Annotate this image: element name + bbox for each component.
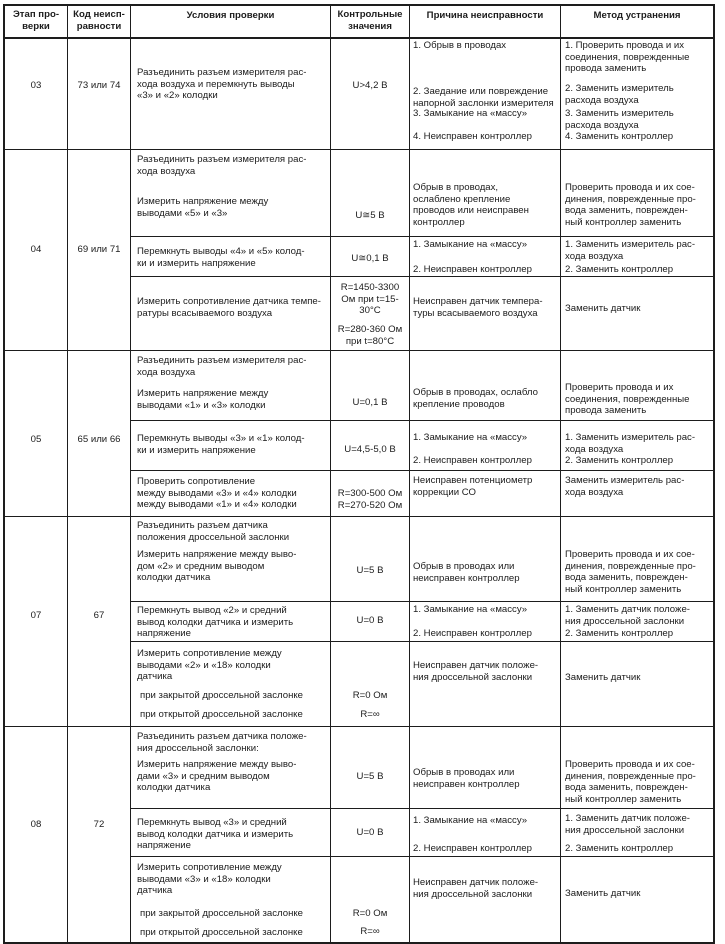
remedy: Проверить провода и их сое- динения, поврежденные про- вода заменить, поврежден- ный контроллер заменить xyxy=(565,759,696,805)
row-divider xyxy=(130,856,714,857)
fault-cause: Неисправен датчик темпера- туры всасываемого воздуха xyxy=(413,296,543,319)
remedy: Заменить датчик xyxy=(565,303,641,314)
check-condition: Перемкнуть выводы «4» и «5» колод- ки и измерить напряжение xyxy=(137,246,305,269)
row-divider xyxy=(130,601,714,602)
check-condition: Проверить сопротивление между выводами «3» и «4» колодки между выводами «1» и «4» колодки xyxy=(137,476,297,510)
column-divider xyxy=(560,4,561,944)
check-condition: Измерить сопротивление датчика темпе- ратуры всасываемого воздуха xyxy=(137,296,321,319)
row-divider xyxy=(130,420,714,421)
header-cause: Причина неисправности xyxy=(426,10,544,21)
fault-cause: Обрыв в проводах, ослаблено крепление проводов или неисправен контроллер xyxy=(413,182,529,228)
header-divider xyxy=(3,37,714,39)
control-value: R=280-360 Ом при t=80°С xyxy=(337,324,403,347)
remedy: 1. Заменить датчик положе- ния дроссельной заслонки xyxy=(565,813,690,836)
control-value: R=1450-3300 Ом при t=15- 30°С xyxy=(340,282,400,316)
row-divider xyxy=(130,470,714,471)
fault-code: 67 xyxy=(93,610,105,621)
stage-number: 04 xyxy=(30,244,42,255)
check-condition: Разъединить разъем измерителя рас- хода воздуха и перемкнуть выводы «3» и «2» колодки xyxy=(137,67,307,101)
stage-number: 05 xyxy=(30,434,42,445)
control-value: R=∞ xyxy=(360,709,380,720)
row-divider xyxy=(130,641,714,642)
check-condition: при открытой дроссельной заслонке xyxy=(140,927,303,938)
control-value: U>4,2 В xyxy=(352,80,388,91)
stage-divider xyxy=(3,350,714,351)
fault-code: 65 или 66 xyxy=(77,434,121,445)
fault-cause: Неисправен датчик положе- ния дроссельной заслонки xyxy=(413,877,539,900)
remedy: Заменить датчик xyxy=(565,672,641,683)
remedy: 3. Заменить измеритель расхода воздуха xyxy=(565,108,674,131)
header-stage: Этап про- верки xyxy=(12,9,60,32)
remedy: 4. Заменить контроллер xyxy=(565,131,674,142)
row-divider xyxy=(130,236,714,237)
check-condition: Перемкнуть выводы «3» и «1» колод- ки и измерить напряжение xyxy=(137,433,305,456)
table-border xyxy=(3,942,714,944)
control-value: U=0,1 В xyxy=(352,397,388,408)
remedy: Заменить измеритель рас- хода воздуха xyxy=(565,475,685,498)
fault-cause: 2. Неисправен контроллер xyxy=(413,455,532,466)
stage-number: 03 xyxy=(30,80,42,91)
remedy: Проверить провода и их сое- динения, поврежденные про- вода заменить, поврежден- ный контроллер заменить xyxy=(565,549,696,595)
fault-cause: 2. Заедание или повреждение напорной заслонки измерителя xyxy=(413,86,554,109)
table-border xyxy=(3,4,5,944)
fault-cause: Обрыв в проводах, ослабло крепление проводов xyxy=(413,387,538,410)
remedy: 2. Заменить контроллер xyxy=(565,455,674,466)
check-condition: Перемкнуть вывод «3» и средний вывод колодки датчика и измерить напряжение xyxy=(137,817,294,851)
control-value: R=270-520 Ом xyxy=(337,500,403,511)
check-condition: при открытой дроссельной заслонке xyxy=(140,709,303,720)
fault-cause: 2. Неисправен контроллер xyxy=(413,843,532,854)
table-border xyxy=(713,4,715,944)
fault-cause: 1. Замыкание на «массу» xyxy=(413,432,528,443)
header-remedy: Метод устранения xyxy=(593,10,681,21)
remedy: Проверить провода и их соединения, поврежденные провода заменить xyxy=(565,382,690,416)
check-condition: Разъединить разъем датчика положения дроссельной заслонки xyxy=(137,520,290,543)
stage-divider xyxy=(3,149,714,150)
control-value: U=4,5-5,0 В xyxy=(344,444,396,455)
remedy: Проверить провода и их сое- динения, поврежденные про- вода заменить, поврежден- ный контроллер заменить xyxy=(565,182,696,228)
fault-code: 72 xyxy=(93,819,105,830)
header-conditions: Условия проверки xyxy=(186,10,275,21)
control-value: U≅0,1 В xyxy=(351,253,389,264)
control-value: R=300-500 Ом xyxy=(337,488,403,499)
check-condition: Разъединить разъем измерителя рас- хода воздуха xyxy=(137,154,307,177)
column-divider xyxy=(330,4,331,944)
check-condition: Перемкнуть вывод «2» и средний вывод колодки датчика и измерить напряжение xyxy=(137,605,294,639)
check-condition: Измерить напряжение между выво- дом «2» и средним выводом колодки датчика xyxy=(137,549,297,583)
check-condition: Разъединить разъем датчика положе- ния дроссельной заслонки: xyxy=(137,731,307,754)
control-value: R=0 Ом xyxy=(352,908,388,919)
remedy: 2. Заменить контроллер xyxy=(565,264,674,275)
remedy: 1. Проверить провода и их соединения, поврежденные провода заменить xyxy=(565,40,690,74)
row-divider xyxy=(130,276,714,277)
fault-cause: 1. Обрыв в проводах xyxy=(413,40,507,51)
control-value: U≅5 В xyxy=(355,210,385,221)
remedy: Заменить датчик xyxy=(565,888,641,899)
fault-cause: 1. Замыкание на «массу» xyxy=(413,815,528,826)
stage-number: 07 xyxy=(30,610,42,621)
check-condition: Измерить сопротивление между выводами «3» и «18» колодки датчика xyxy=(137,862,282,896)
fault-code: 73 или 74 xyxy=(77,80,121,91)
fault-code: 69 или 71 xyxy=(77,244,121,255)
stage-divider xyxy=(3,516,714,517)
check-condition: Разъединить разъем измерителя рас- хода воздуха xyxy=(137,355,307,378)
control-value: U=5 В xyxy=(356,565,384,576)
fault-cause: 1. Замыкание на «массу» xyxy=(413,604,528,615)
check-condition: Измерить напряжение между выводами «1» и «3» колодки xyxy=(137,388,269,411)
control-value: U=0 В xyxy=(356,615,384,626)
fault-cause: 2. Неисправен контроллер xyxy=(413,628,532,639)
check-condition: Измерить напряжение между выво- дами «3» и средним выводом колодки датчика xyxy=(137,759,297,793)
remedy: 2. Заменить измеритель расхода воздуха xyxy=(565,83,674,106)
fault-cause: Неисправен потенциометр коррекции СО xyxy=(413,475,533,498)
column-divider xyxy=(130,4,131,944)
row-divider xyxy=(130,808,714,809)
check-condition: Измерить сопротивление между выводами «2» и «18» колодки датчика xyxy=(137,648,282,682)
control-value: R=∞ xyxy=(360,926,380,937)
header-control: Контрольные значения xyxy=(337,9,403,32)
control-value: U=0 В xyxy=(356,827,384,838)
fault-cause: 3. Замыкание на «массу» xyxy=(413,108,528,119)
stage-divider xyxy=(3,726,714,727)
check-condition: при закрытой дроссельной заслонке xyxy=(140,908,304,919)
remedy: 1. Заменить датчик положе- ния дроссельной заслонки xyxy=(565,604,690,627)
fault-cause: Обрыв в проводах или неисправен контроллер xyxy=(413,561,520,584)
remedy: 2. Заменить контроллер xyxy=(565,628,674,639)
column-divider xyxy=(409,4,410,944)
fault-cause: Обрыв в проводах или неисправен контроллер xyxy=(413,767,520,790)
remedy: 1. Заменить измеритель рас- хода воздуха xyxy=(565,432,696,455)
check-condition: Измерить напряжение между выводами «5» и «3» xyxy=(137,196,269,219)
fault-cause: 4. Неисправен контроллер xyxy=(413,131,532,142)
table-border xyxy=(3,4,714,6)
column-divider xyxy=(67,4,68,944)
fault-cause: Неисправен датчик положе- ния дроссельной заслонки xyxy=(413,660,539,683)
remedy: 1. Заменить измеритель рас- хода воздуха xyxy=(565,239,696,262)
remedy: 2. Заменить контроллер xyxy=(565,843,674,854)
stage-number: 08 xyxy=(30,819,42,830)
control-value: U=5 В xyxy=(356,771,384,782)
header-code: Код неисп- равности xyxy=(73,9,125,32)
fault-cause: 1. Замыкание на «массу» xyxy=(413,239,528,250)
fault-cause: 2. Неисправен контроллер xyxy=(413,264,532,275)
control-value: R=0 Ом xyxy=(352,690,388,701)
check-condition: при закрытой дроссельной заслонке xyxy=(140,690,304,701)
